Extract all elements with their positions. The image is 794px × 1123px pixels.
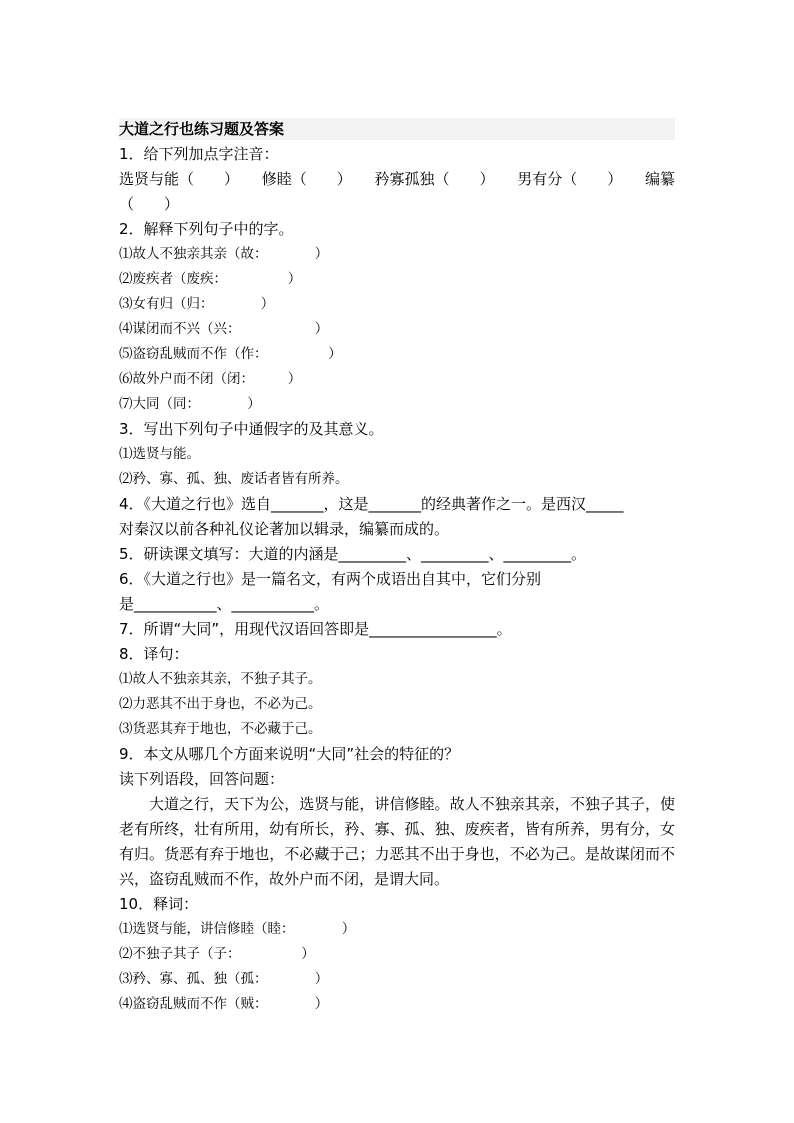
q8-item: ⑵力恶其不出于身也，不必为己。 <box>119 696 322 712</box>
q10-item: ⑷盗窃乱贼而不作（贼： ） <box>119 996 329 1012</box>
q2-item: ⑷谋闭而不兴（兴： ） <box>119 321 329 337</box>
q10-item: ⑴选贤与能，讲信修睦（睦： ） <box>119 921 356 937</box>
q2-item: ⑵废疾者（废疾： ） <box>119 271 302 287</box>
q10-stem: 10．释词： <box>119 895 199 913</box>
q3-item: ⑵矜、寡、孤、独、废话者皆有所养。 <box>119 471 349 487</box>
q6-line: 6．《大道之行也》是一篇名文，有两个成语出自其中，它们分别 <box>119 570 542 588</box>
worksheet <box>119 118 675 1017</box>
q8-item: ⑴故人不独亲其亲，不独子其子。 <box>119 671 322 687</box>
q2-item: ⑹故外户而不闭（闭： ） <box>119 371 302 387</box>
q2-item: ⑶女有归（归： ） <box>119 296 275 312</box>
q1-item: 矜寡孤独（ ） <box>374 170 495 188</box>
document-title: 大道之行也练习题及答案 <box>119 118 675 140</box>
q2-item: ⑺大同（同： ） <box>119 396 261 412</box>
q3-stem: 3．写出下列句子中通假字的及其意义。 <box>119 420 384 438</box>
q7: 7．所谓“大同”，用现代汉语回答即是_________________。 <box>119 620 512 638</box>
q8-stem: 8．译句： <box>119 645 189 663</box>
q2-stem: 2．解释下列句子中的字。 <box>119 220 294 238</box>
q1-item: 选贤与能（ ） <box>119 170 240 188</box>
q4-line: 4．《大道之行也》选自_______，这是_______的经典著作之一。是西汉_____ <box>119 495 624 513</box>
q1-items-row <box>119 167 675 192</box>
q4-line: 对秦汉以前各种礼仪论著加以辑录，编纂而成的。 <box>119 520 450 538</box>
q2-item: ⑸盗窃乱贼而不作（作： ） <box>119 346 342 362</box>
q1-stem: 1．给下列加点字注音： <box>119 145 279 163</box>
q1-item: 男有分（ ） <box>517 170 623 188</box>
q1-item: 编纂 <box>644 170 675 188</box>
q3-item: ⑴选贤与能。 <box>119 446 200 462</box>
q10-item: ⑶矜、寡、孤、独（孤： ） <box>119 971 329 987</box>
q1-continuation: （ ） <box>119 195 180 213</box>
reading-stem: 读下列语段，回答问题： <box>119 770 285 788</box>
reading-passage: 大道之行，天下为公，选贤与能，讲信修睦。故人不独亲其亲，不独子其子，使老有所终，壮有所用，幼有所长，矜、寡、孤、独、废疾者，皆有所养，男有分，女有归。货恶有弃于地也，不必藏于己；力恶其不出于身也，不必为己。是故谋闭而不兴，盗窃乱贼而不作，故外户而不闭，是谓大同。 <box>119 795 675 888</box>
q2-item: ⑴故人不独亲其亲（故： ） <box>119 246 329 262</box>
q9: 9．本文从哪几个方面来说明“大同”社会的特征的？ <box>119 745 460 763</box>
q10-item: ⑵不独子其子（子： ） <box>119 946 315 962</box>
q1-item: 修睦（ ） <box>261 170 352 188</box>
q6-line: 是___________、___________。 <box>119 595 330 613</box>
q8-item: ⑶货恶其弃于地也，不必藏于己。 <box>119 721 322 737</box>
q5: 5．研读课文填写：大道的内涵是_________、_________、_________。 <box>119 545 587 563</box>
